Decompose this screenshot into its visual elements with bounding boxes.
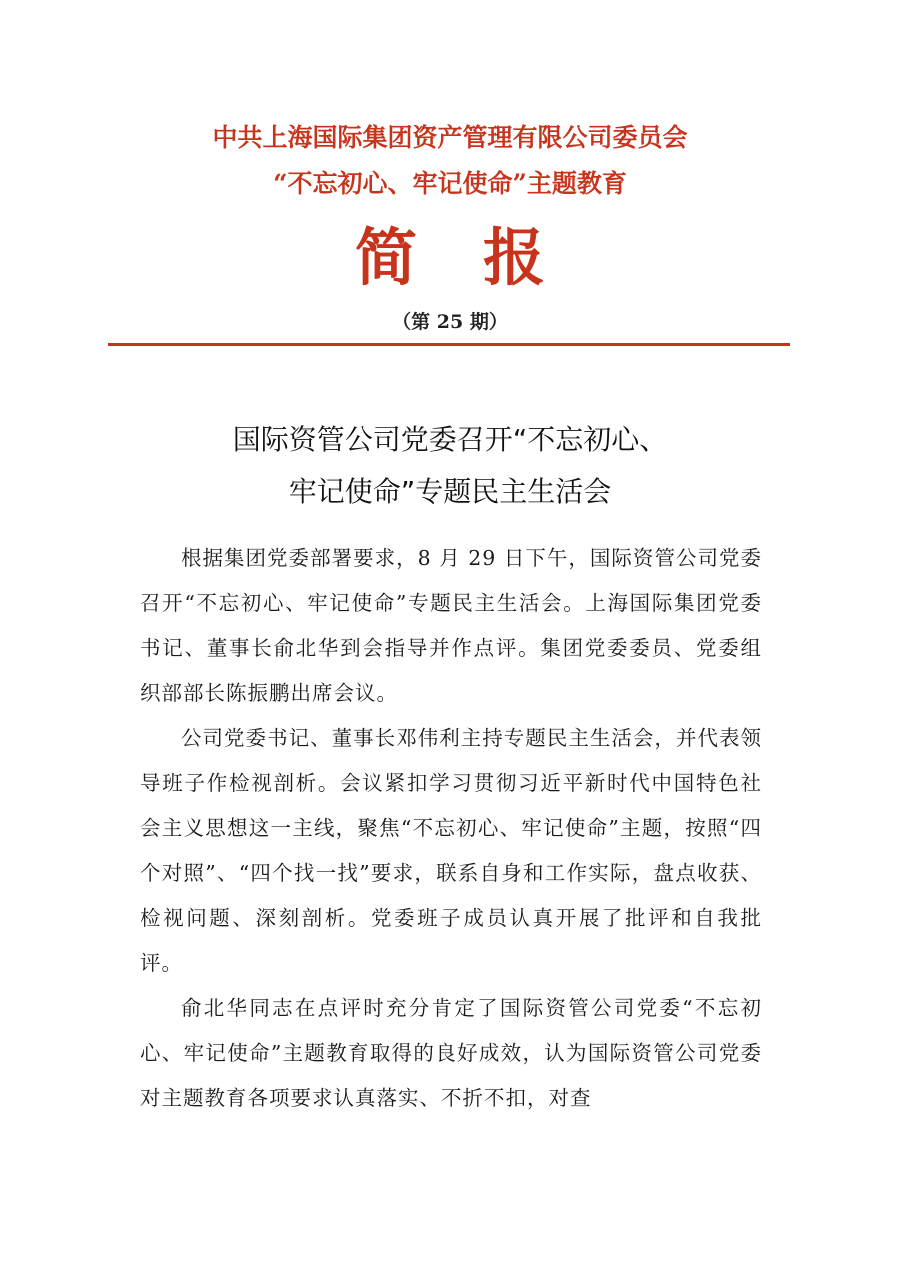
article-headline-line-1: 国际资管公司党委召开“不忘初心、 <box>232 423 668 456</box>
article-headline-line-2: 牢记使命”专题民主生活会 <box>288 475 612 508</box>
issue-number: （第 25 期） <box>392 311 508 333</box>
header-divider <box>108 343 790 346</box>
bulletin-title: 简报 <box>354 221 611 294</box>
paragraph: 俞北华同志在点评时充分肯定了国际资管公司党委“不忘初心、牢记使命”主题教育取得的良好成效，认为国际资管公司党委对主题教育各项要求认真落实、不折不扣，对查 <box>140 996 762 1110</box>
organization-name: 中共上海国际集团资产管理有限公司委员会 <box>212 123 688 152</box>
paragraph: 公司党委书记、董事长邓伟利主持专题民主生活会，并代表领导班子作检视剖析。会议紧扣学习贯彻习近平新时代中国特色社会主义思想这一主线，聚焦“不忘初心、牢记使命”主题，按照“四个对照”、“四个找一找”要求，联系自身和工作实际，盘点收获、检视问题、深刻剖析。党委班子成员认真开展了批评和自我批评。 <box>140 726 762 975</box>
article-body <box>140 536 762 1121</box>
paragraph: 根据集团党委部署要求，8 月 29 日下午，国际资管公司党委召开“不忘初心、牢记使命”专题民主生活会。上海国际集团党委书记、董事长俞北华到会指导并作点评。集团党委委员、党委组织部部长陈振鹏出席会议。 <box>140 546 762 705</box>
campaign-name: “不忘初心、牢记使命”主题教育 <box>273 169 627 198</box>
